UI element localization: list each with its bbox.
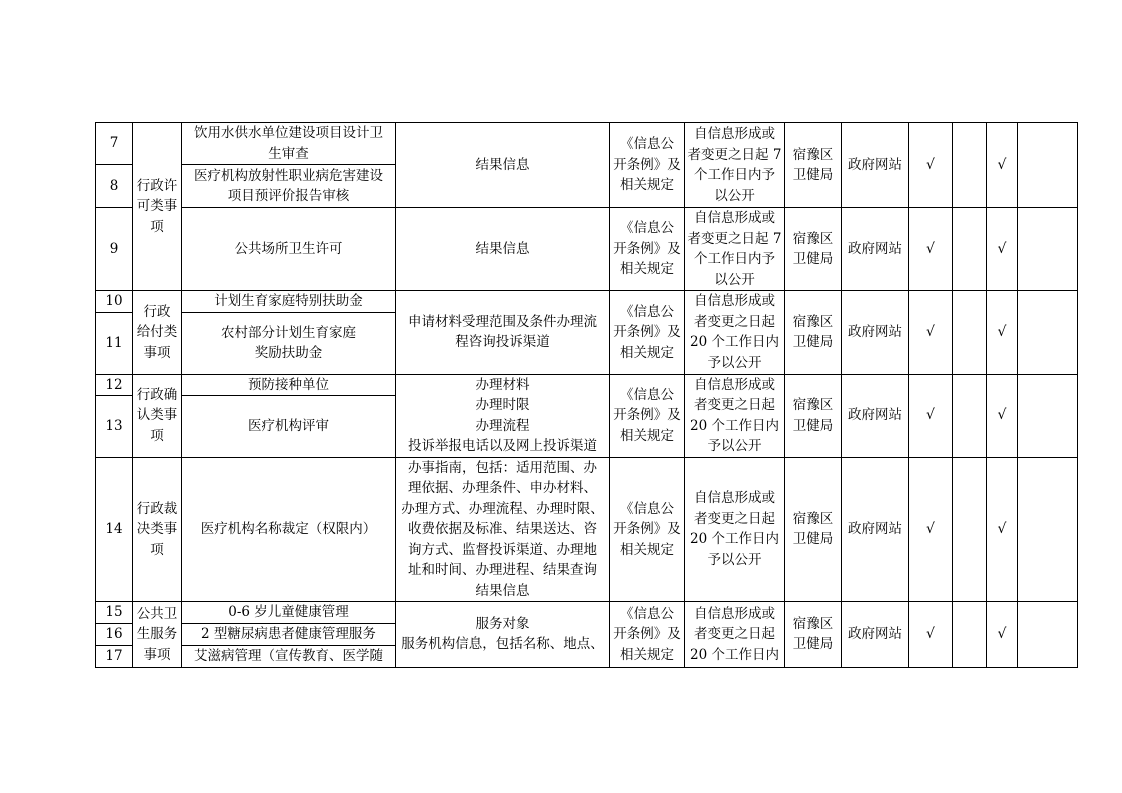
check-specific (953, 602, 987, 668)
check-all-public: √ (909, 457, 953, 602)
check-all-public: √ (909, 374, 953, 457)
check-specific (953, 374, 987, 457)
channel-cell: 政府网站 (842, 374, 909, 457)
channel-cell: 政府网站 (842, 123, 909, 208)
row-number: 12 (96, 374, 133, 396)
row-number: 11 (96, 312, 133, 374)
channel-cell: 政府网站 (842, 602, 909, 668)
check-specific (953, 208, 987, 291)
item-name: 计划生育家庭特别扶助金 (182, 291, 396, 313)
basis-cell: 《信息公 开条例》及 相关规定 (610, 291, 685, 375)
check-apply (1018, 291, 1078, 375)
subject-cell: 宿豫区 卫健局 (785, 291, 842, 375)
check-active: √ (987, 457, 1018, 602)
time-limit-cell: 自信息形成或 者变更之日起 20 个工作日内 (685, 602, 785, 668)
table-row (96, 457, 1078, 602)
time-limit-cell: 自信息形成或 者变更之日起 20 个工作日内 予以公开 (685, 457, 785, 602)
item-name: 医疗机构名称裁定（权限内） (182, 457, 396, 602)
category-cell: 行政 给付类 事项 (133, 291, 182, 375)
channel-cell: 政府网站 (842, 208, 909, 291)
basis-cell: 《信息公 开条例》及 相关规定 (610, 457, 685, 602)
check-all-public: √ (909, 602, 953, 668)
basis-cell: 《信息公 开条例》及 相关规定 (610, 123, 685, 208)
channel-cell: 政府网站 (842, 291, 909, 375)
check-all-public: √ (909, 291, 953, 375)
table-row (96, 123, 1078, 165)
check-active: √ (987, 602, 1018, 668)
time-limit-cell: 自信息形成或 者变更之日起 20 个工作日内 予以公开 (685, 291, 785, 375)
check-active: √ (987, 123, 1018, 208)
check-all-public: √ (909, 208, 953, 291)
table-row (96, 291, 1078, 313)
item-name: 0-6 岁儿童健康管理 (182, 602, 396, 624)
check-apply (1018, 457, 1078, 602)
item-name: 2 型糖尿病患者健康管理服务 (182, 623, 396, 645)
time-limit-cell: 自信息形成或 者变更之日起 7 个工作日内予 以公开 (685, 123, 785, 208)
content-cell: 申请材料受理范围及条件办理流 程咨询投诉渠道 (396, 291, 610, 375)
content-cell: 办理材料 办理时限 办理流程 投诉举报电话以及网上投诉渠道 (396, 374, 610, 457)
row-number: 13 (96, 396, 133, 457)
check-active: √ (987, 291, 1018, 375)
subject-cell: 宿豫区 卫健局 (785, 457, 842, 602)
item-name: 医疗机构放射性职业病危害建设 项目预评价报告审核 (182, 165, 396, 208)
basis-cell: 《信息公 开条例》及 相关规定 (610, 374, 685, 457)
check-apply (1018, 123, 1078, 208)
item-name: 农村部分计划生育家庭 奖励扶助金 (182, 312, 396, 374)
content-cell: 结果信息 (396, 208, 610, 291)
subject-cell: 宿豫区 卫健局 (785, 602, 842, 668)
row-number: 9 (96, 208, 133, 291)
check-apply (1018, 602, 1078, 668)
item-name: 艾滋病管理（宣传教育、医学随 (182, 645, 396, 667)
content-cell: 结果信息 (396, 123, 610, 208)
disclosure-table (95, 122, 1078, 668)
item-name: 医疗机构评审 (182, 396, 396, 457)
subject-cell: 宿豫区 卫健局 (785, 123, 842, 208)
row-number: 15 (96, 602, 133, 624)
table-row (96, 602, 1078, 624)
row-number: 14 (96, 457, 133, 602)
category-cell: 行政裁 决类事 项 (133, 457, 182, 602)
check-specific (953, 291, 987, 375)
check-active: √ (987, 208, 1018, 291)
table-row (96, 374, 1078, 396)
check-specific (953, 457, 987, 602)
basis-cell: 《信息公 开条例》及 相关规定 (610, 602, 685, 668)
check-specific (953, 123, 987, 208)
category-cell: 行政确 认类事 项 (133, 374, 182, 457)
subject-cell: 宿豫区 卫健局 (785, 374, 842, 457)
item-name: 公共场所卫生许可 (182, 208, 396, 291)
table-row (96, 208, 1078, 291)
check-active: √ (987, 374, 1018, 457)
row-number: 7 (96, 123, 133, 165)
time-limit-cell: 自信息形成或 者变更之日起 7 个工作日内予 以公开 (685, 208, 785, 291)
time-limit-cell: 自信息形成或 者变更之日起 20 个工作日内 予以公开 (685, 374, 785, 457)
check-all-public: √ (909, 123, 953, 208)
row-number: 10 (96, 291, 133, 313)
subject-cell: 宿豫区 卫健局 (785, 208, 842, 291)
content-cell: 办事指南，包括：适用范围、办 理依据、办理条件、申办材料、 办理方式、办理流程、办理时限、 收费依据及标准、结果送达、咨 询方式、监督投诉渠道、办理地 址和时间、办理进程、结果查询 结果信息 (396, 457, 610, 602)
category-cell: 公共卫 生服务 事项 (133, 602, 182, 668)
item-name: 饮用水供水单位建设项目设计卫 生审查 (182, 123, 396, 165)
category-cell: 行政许 可类事 项 (133, 123, 182, 291)
basis-cell: 《信息公 开条例》及 相关规定 (610, 208, 685, 291)
check-apply (1018, 374, 1078, 457)
row-number: 17 (96, 645, 133, 667)
row-number: 8 (96, 165, 133, 208)
channel-cell: 政府网站 (842, 457, 909, 602)
item-name: 预防接种单位 (182, 374, 396, 396)
row-number: 16 (96, 623, 133, 645)
check-apply (1018, 208, 1078, 291)
content-cell: 服务对象 服务机构信息，包括名称、地点、 (396, 602, 610, 668)
